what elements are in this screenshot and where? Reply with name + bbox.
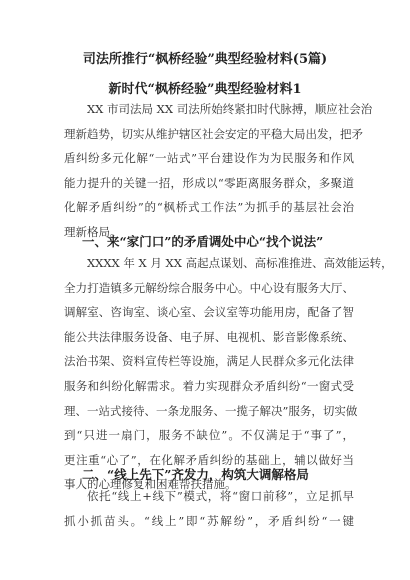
intro-paragraph [64,97,373,245]
paragraph-line: 理新趋势，切实从维护辖区社会安定的平稳大局出发，把矛 [64,126,363,141]
paragraph-line: 到“只进一扇门，服务不缺位”。不仅满足于“事了”， [64,428,354,443]
document-subtitle: 新时代“枫桥经验”典型经验材料1 [108,82,302,97]
paragraph-line: XX 市司法局 XX 司法所始终紧扣时代脉搏，顺应社会治 [87,102,373,116]
paragraph-line: 盾纠纷多元化解“一站式”平台建设作为为民服务和作风 [64,151,354,166]
paragraph-line: 事人的心理修复和困难帮扶措施。 [64,477,237,492]
paragraph-line: 更注重“心了”，在化解矛盾纠纷的基础上，辅以做好当 [64,452,354,467]
paragraph-line: 化解矛盾纠纷”的“枫桥式工作法”为抓手的基层社会治 [64,200,354,215]
paragraph-line: 能公共法律服务设备、电子屏、电视机、影音影像系统、 [64,329,354,344]
section-heading-1: 一、来“家门口”的矛盾调处中心“找个说法” [82,234,324,249]
paragraph-line: 服务和纠纷化解需求。着力实现群众矛盾纠纷“一窗式受 [64,378,354,393]
paragraph-line: XXXX 年 X 月 XX 高起点谋划、高标准推进、高效能运转， [87,256,393,270]
paragraph-line: 全力打造镇多元解纷综合服务中心。中心设有服务大厅、 [64,280,354,295]
paragraph-line: 调解室、咨询室、谈心室、会议室等功能用房，配备了智 [64,305,354,320]
paragraph-line: 依托“线上+线下”模式，将“窗口前移”，立足抓早 [87,489,354,503]
document-title: 司法所推行“枫桥经验”典型经验材料(5篇) [82,52,328,67]
section-1-paragraph [64,251,393,497]
paragraph-line: 法治书架、资料宣传栏等设施，满足人民群众多元化法律 [64,354,354,369]
paragraph-line: 能力提升的关键一招，形成以“零距离服务群众，多聚道 [64,175,354,190]
paragraph-line: 理新格局。 [64,224,122,239]
section-2-paragraph [64,484,354,533]
paragraph-line: 理、一站式接待、一条龙服务、一揽子解决”服务，切实做 [64,403,358,418]
paragraph-line: 抓小抓苗头。“线上”即“苏解纷”，矛盾纠纷“一键 [64,513,354,528]
section-heading-2: 二、“线上先下”齐发力，构筑大调解格局 [82,467,309,482]
